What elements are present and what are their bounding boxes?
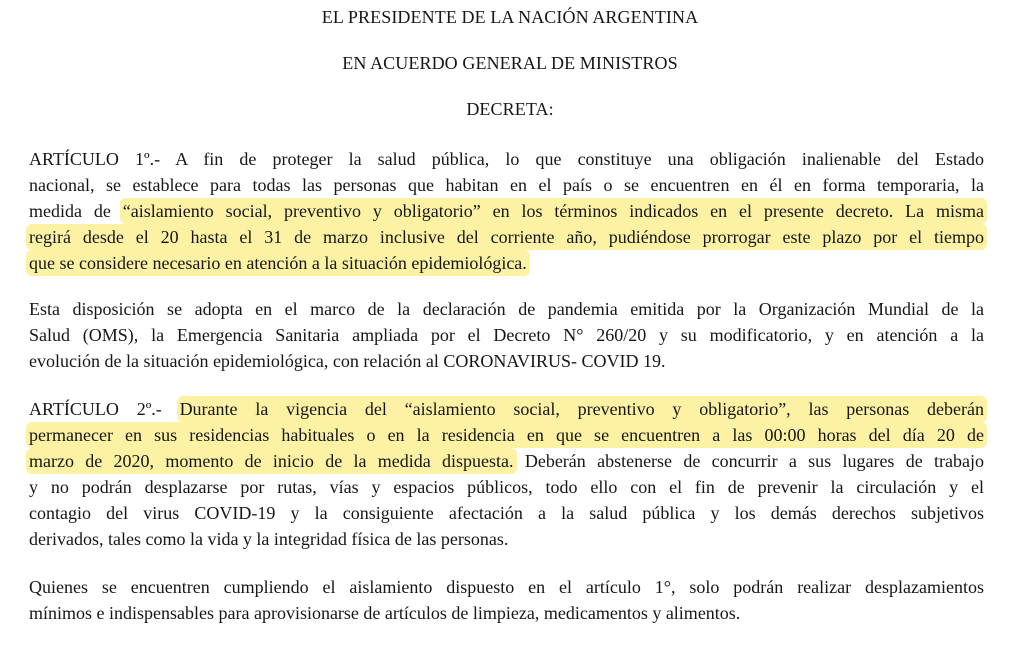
paragraph-2-line-3: evolución de la situación epidemiológica, con relación al CORONAVIRUS- COVID 19. [29, 351, 666, 371]
highlight-article-1-end: que se considere necesario en atención a la situación epidemiológica. [29, 253, 527, 273]
article-1-line-5 [29, 252, 984, 274]
article-2-line-3-text: Deberán abstenerse de concurrir a sus lugares de trabajo [513, 451, 984, 471]
paragraph-4-line-1: Quienes se encuentren cumpliendo el aislamiento dispuesto en el artículo 1°, solo podrán realizar desplazamientos [29, 577, 984, 597]
article-2-line-2 [29, 424, 984, 446]
highlight-article-1-cont: regirá desde el 20 hasta el 31 de marzo inclusive del corriente año, pudiéndose prorrogar este plazo por el tiempo [29, 227, 984, 247]
article-1-line-3-text: medida de [29, 201, 123, 221]
paragraph-2-line-2: Salud (OMS), la Emergencia Sanitaria ampliada por el Decreto N° 260/20 y su modificatorio, y en atención a la [29, 325, 984, 345]
highlight-article-2: Durante la vigencia del “aislamiento social, preventivo y obligatorio”, las personas deberán [179, 399, 984, 419]
article-1-line-2: nacional, se establece para todas las personas que habitan en el país o se encuentren en él en forma temporaria, la [29, 175, 984, 195]
article-1-line-1: ARTÍCULO 1º.- A fin de proteger la salud pública, lo que constituye una obligación inalienable del Estado [29, 149, 984, 169]
header-subtitle: EN ACUERDO GENERAL DE MINISTROS [342, 53, 678, 73]
article-2-line-1 [29, 398, 984, 420]
article-2-label: ARTÍCULO 2º.- [29, 399, 180, 419]
article-1-line-3 [29, 200, 984, 222]
header-title: EL PRESIDENTE DE LA NACIÓN ARGENTINA [321, 7, 699, 27]
paragraph-2-line-1: Esta disposición se adopta en el marco de la declaración de pandemia emitida por la Organización Mundial de la [29, 299, 984, 319]
article-2-line-4: y no podrán desplazarse por rutas, vías y espacios públicos, todo ello con el fin de prevenir la circulación y el [29, 477, 984, 497]
paragraph-4-line-2: mínimos e indispensables para aprovisionarse de artículos de limpieza, medicamentos y alimentos. [29, 603, 741, 623]
highlight-article-2-cont: permanecer en sus residencias habituales o en la residencia en que se encuentren a las 00:00 horas del día 20 de [29, 425, 984, 445]
highlight-article-1: “aislamiento social, preventivo y obligatorio” en los términos indicados en el presente decreto. La misma [122, 201, 984, 221]
highlight-article-2-end: marzo de 2020, momento de inicio de la medida dispuesta. [29, 451, 514, 471]
header-decree: DECRETA: [466, 99, 554, 119]
article-2-line-3 [29, 450, 984, 472]
article-1-line-4 [29, 226, 984, 248]
article-2-line-5: contagio del virus COVID-19 y la consiguiente afectación a la salud pública y los demás derechos subjetivos [29, 503, 984, 523]
article-2-line-6: derivados, tales como la vida y la integridad física de las personas. [29, 529, 509, 549]
